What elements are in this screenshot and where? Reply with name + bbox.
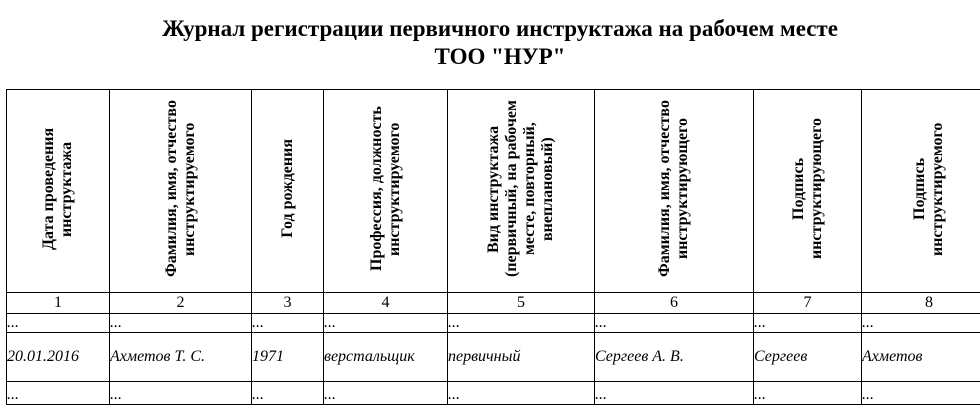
table-cell: ...: [252, 314, 324, 333]
table-cell: ...: [754, 382, 862, 405]
header-row: [7, 90, 980, 293]
column-number: 1: [7, 293, 110, 314]
table-cell: ...: [595, 382, 754, 405]
column-number-row: [7, 293, 980, 314]
column-number: 2: [110, 293, 252, 314]
journal-title: Журнал регистрации первичного инструктажа на рабочем месте: [162, 16, 838, 41]
column-header-instructor-name: Фамилия, имя, отчество инструктирующего: [595, 90, 754, 293]
column-number: 6: [595, 293, 754, 314]
briefing-type: первичный: [448, 333, 595, 382]
column-header-trainee-signature: Подпись инструктируемого: [862, 90, 980, 293]
table-cell: ...: [448, 382, 595, 405]
column-number: 8: [862, 293, 980, 314]
table-cell: ...: [7, 314, 110, 333]
birth-year: 1971: [252, 333, 324, 382]
table-cell: ...: [754, 314, 862, 333]
column-header-trainee-name: Фамилия, имя, отчество инструктируемого: [110, 90, 252, 293]
column-header-briefing-type: Вид инструктажа (первичный, на рабочем месте, повторный, внеплановый): [448, 90, 595, 293]
table-cell: ...: [324, 382, 448, 405]
table-row: [7, 382, 980, 405]
column-number: 4: [324, 293, 448, 314]
table-cell: ...: [862, 382, 980, 405]
instructor-signature: Сергеев: [754, 333, 862, 382]
table-row: [7, 314, 980, 333]
table-cell: ...: [448, 314, 595, 333]
table-cell: ...: [324, 314, 448, 333]
profession: верстальщик: [324, 333, 448, 382]
column-header-birth-year: Год рождения: [252, 90, 324, 293]
trainee-signature: Ахметов: [862, 333, 980, 382]
column-number: 7: [754, 293, 862, 314]
table-cell: ...: [7, 382, 110, 405]
trainee-name: Ахметов Т. С.: [110, 333, 252, 382]
column-header-date: Дата проведения инструктажа: [7, 90, 110, 293]
column-number: 5: [448, 293, 595, 314]
table-cell: ...: [595, 314, 754, 333]
table-cell: ...: [252, 382, 324, 405]
table-cell: ...: [110, 382, 252, 405]
column-header-instructor-signature: Подпись инструктирующего: [754, 90, 862, 293]
journal-table: [6, 89, 980, 405]
column-header-profession: Профессия, должность инструктируемого: [324, 90, 448, 293]
table-cell: ...: [862, 314, 980, 333]
organization-name: ТОО "НУР": [434, 44, 566, 69]
table-cell: ...: [110, 314, 252, 333]
table-row: [7, 333, 980, 382]
column-number: 3: [252, 293, 324, 314]
instructor-name: Сергеев А. В.: [595, 333, 754, 382]
briefing-date: 20.01.2016: [7, 333, 110, 382]
